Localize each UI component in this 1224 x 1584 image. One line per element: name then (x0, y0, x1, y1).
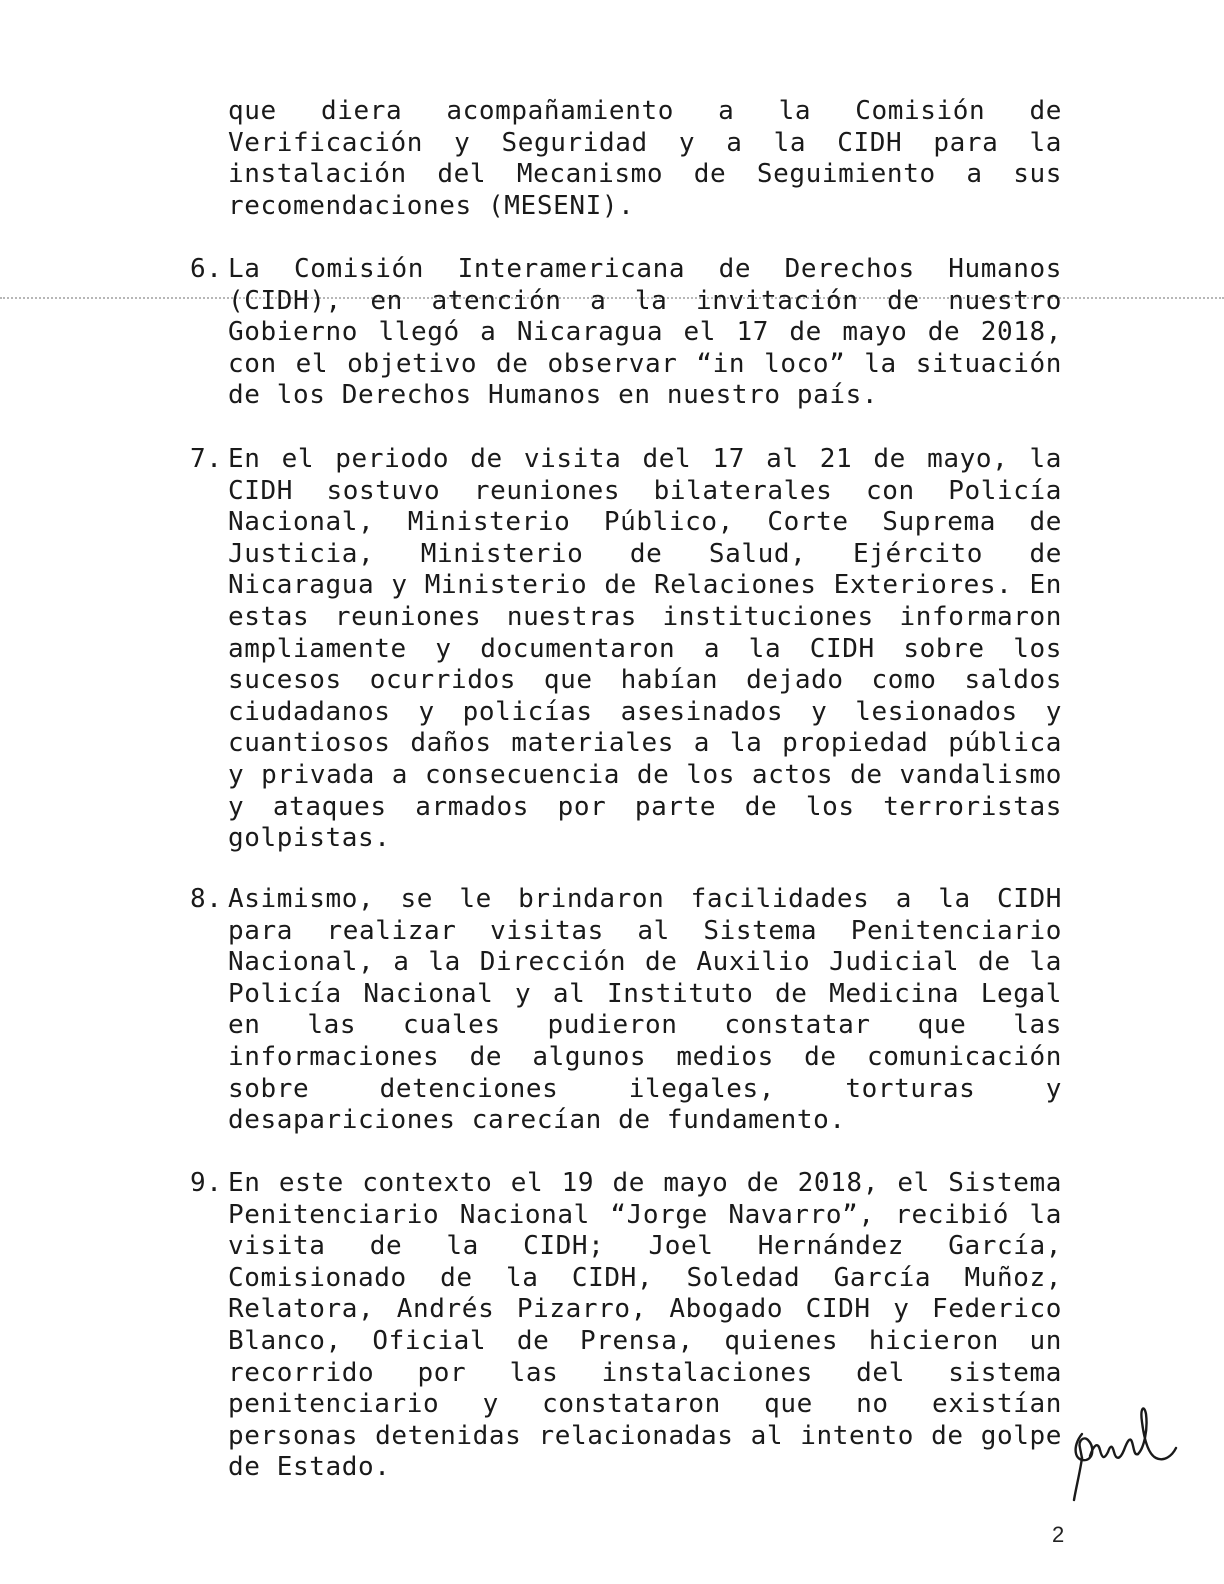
item-text: La Comisión Interamericana de Derechos Humanos (CIDH), en atención a la invitación de nuestro Gobierno llegó a Nicaragua el 17 de mayo de 2018, con el objetivo de observar “in loco” la situación de los Derechos Humanos en nuestro país. (228, 254, 1062, 411)
paragraph-item-7 (190, 444, 1062, 855)
item-number: 8. (190, 884, 223, 914)
item-number: 7. (190, 444, 223, 474)
item-text: En este contexto el 19 de mayo de 2018, el Sistema Penitenciario Nacional “Jorge Navarro”, recibió la visita de la CIDH; Joel Hernández García, Comisionado de la CIDH, Soledad García Muñoz, Relatora, Andrés Pizarro, Abogado CIDH y Federico Blanco, Oficial de Prensa, quienes hicieron un recorrido por las instalaciones del sistema penitenciario y constataron que no existían personas detenidas relacionadas al intento de golpe de Estado. (228, 1168, 1062, 1483)
item-text: Asimismo, se le brindaron facilidades a la CIDH para realizar visitas al Sistema Penitenciario Nacional, a la Dirección de Auxilio Judicial de la Policía Nacional y al Instituto de Medicina Legal en las cuales pudieron constatar que las informaciones de algunos medios de comunicación sobre detenciones ilegales, torturas y desapariciones carecían de fundamento. (228, 884, 1062, 1136)
handwritten-signature-icon (1064, 1396, 1184, 1506)
page-number: 2 (1052, 1522, 1065, 1547)
paragraph-item-9 (190, 1168, 1062, 1484)
item-number: 6. (190, 254, 223, 284)
item-text: que diera acompañamiento a la Comisión de Verificación y Seguridad y a la CIDH para la instalación del Mecanismo de Seguimiento a sus recomendaciones (MESENI). (228, 96, 1062, 221)
paragraph-item-5-continuation (228, 96, 1062, 222)
item-number: 9. (190, 1168, 223, 1198)
paragraph-item-6 (190, 254, 1062, 412)
item-text: En el periodo de visita del 17 al 21 de mayo, la CIDH sostuvo reuniones bilaterales con Policía Nacional, Ministerio Público, Corte Suprema de Justicia, Ministerio de Salud, Ejército de Nicaragua y Ministerio de Relaciones Exteriores. En estas reuniones nuestras instituciones informaron ampliamente y documentaron a la CIDH sobre los sucesos ocurridos que habían dejado como saldos ciudadanos y policías asesinados y lesionados y cuantiosos daños materiales a la propiedad pública y privada a consecuencia de los actos de vandalismo y ataques armados por parte de los terroristas golpistas. (228, 444, 1062, 854)
paragraph-item-8 (190, 884, 1062, 1137)
